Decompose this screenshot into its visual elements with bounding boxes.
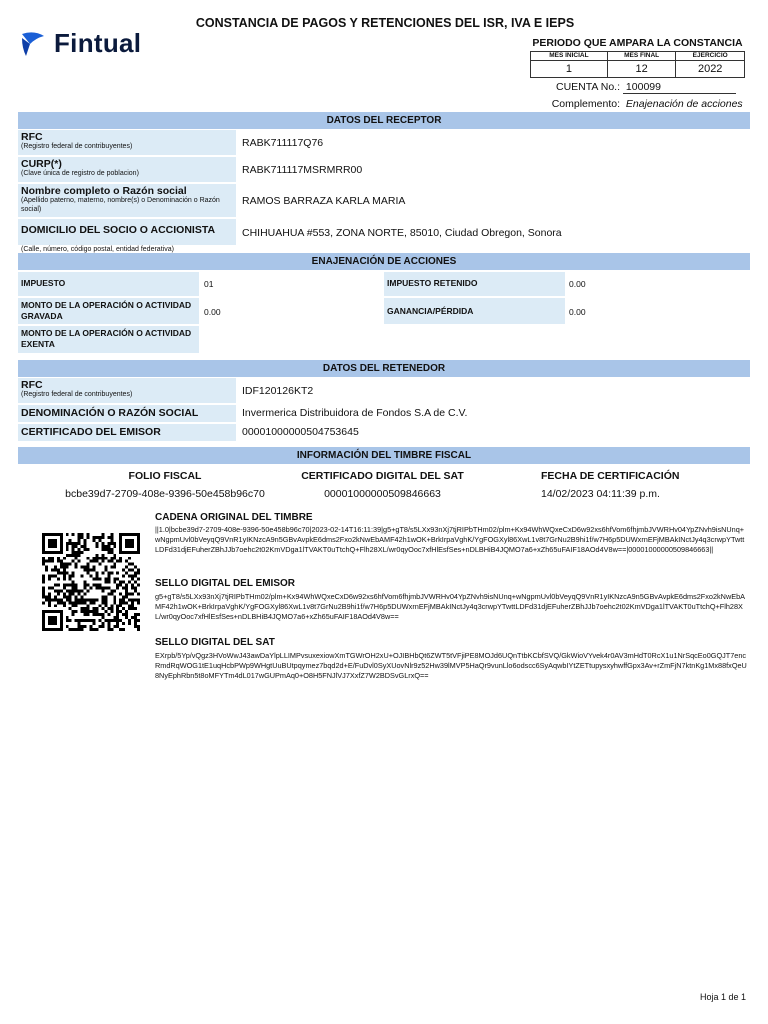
receptor-domicilio-value: CHIHUAHUA #553, ZONA NORTE, 85010, Ciudad Obregon, Sonora — [242, 227, 562, 239]
cert-sat-value: 00001000000509846663 — [324, 488, 441, 500]
receptor-rfc-label: RFC — [21, 131, 43, 143]
retenedor-cert-value: 00001000000504753645 — [242, 426, 359, 438]
receptor-curp-sub: (Clave única de registro de poblacion) — [21, 170, 139, 177]
period-value-mes-inicial: 1 — [531, 61, 608, 78]
retenedor-rfc-label-cell — [18, 378, 236, 403]
period-value-ejercicio: 2022 — [676, 61, 745, 78]
impuesto-value: 01 — [204, 279, 214, 289]
fintual-logo — [20, 28, 141, 59]
document-title: CONSTANCIA DE PAGOS Y RETENCIONES DEL ISR, IVA E IEPS — [195, 16, 575, 30]
retenedor-razon-label: DENOMINACIÓN O RAZÓN SOCIAL — [18, 405, 236, 422]
page-number: Hoja 1 de 1 — [699, 992, 746, 1002]
retenedor-rfc-sub: (Registro federal de contribuyentes) — [21, 391, 133, 398]
receptor-rfc-label-cell — [18, 130, 236, 155]
impuesto-retenido-value: 0.00 — [569, 279, 586, 289]
fintual-logo-icon — [20, 30, 48, 58]
retenedor-rfc-label: RFC — [21, 379, 43, 391]
impuesto-label: IMPUESTO — [18, 272, 199, 296]
cert-sat-label: CERTIFICADO DIGITAL DEL SAT — [301, 470, 464, 482]
complemento-row — [480, 98, 745, 110]
folio-fiscal-label: FOLIO FISCAL — [128, 470, 202, 482]
receptor-domicilio-label: DOMICILIO DEL SOCIO O ACCIONISTA — [21, 224, 216, 236]
receptor-curp-label-cell — [18, 157, 236, 182]
retenedor-razon-value: Invermerica Distribuidora de Fondos S.A de C.V. — [242, 407, 468, 419]
retenedor-cert-label: CERTIFICADO DEL EMISOR — [18, 424, 236, 441]
cuenta-value: 100099 — [623, 81, 736, 94]
period-title: PERIODO QUE AMPARA LA CONSTANCIA — [532, 37, 743, 49]
complemento-label: Complemento: — [551, 98, 620, 110]
period-header-ejercicio: EJERCICIO — [676, 52, 745, 61]
cadena-original-value: ||1.0|bcbe39d7-2709-408e-9396-50e458b96c70|2023-02-14T16:11:39|g5+gT8/s5LXx93nXj7tjRIPbTHm02/plm+Kx94WhWQxeCxD6w92xs6hfVom6fhjmbJVWRHv04YpZNvh9isNUnq+wNgpmUvl0bVeyqQ9VnR1yIKNzcA9n5GBvAvpkE6dms2Fxo2kNwEbAMF42h1wOK+BrkIrpaVghK/YgFOGXyl86XwL1v8t7GrNu2B9hi1f/w7H6p5DUWxrnEFjMBAkINctJy4q3crwpYTwttLDFd31djEFuherZBhJJb7oehc2t02KmVDga1lTVAKT0uTtchQ+Flh28XL/wr0qyOoc7xfHlEsfSes+nDLBHiB4JQMO7a6+xZh65uFAIF18AOd4V8w==|00001000000509846663|| — [155, 525, 745, 554]
receptor-rfc-sub: (Registro federal de contribuyentes) — [21, 143, 133, 150]
folio-fiscal-value: bcbe39d7-2709-408e-9396-50e458b96c70 — [65, 488, 265, 500]
monto-gravada-label: MONTO DE LA OPERACIÓN O ACTIVIDAD GRAVADA — [18, 298, 199, 324]
receptor-section-header: DATOS DEL RECEPTOR — [18, 112, 750, 129]
impuesto-retenido-label: IMPUESTO RETENIDO — [384, 272, 565, 296]
period-header-mes-inicial: MES INICIAL — [531, 52, 608, 61]
brand-name: Fintual — [54, 28, 142, 58]
receptor-nombre-value: RAMOS BARRAZA KARLA MARIA — [242, 195, 406, 207]
receptor-nombre-sub: (Apellido paterno, materno, nombre(s) o Denominación o Razón social) — [21, 197, 220, 213]
fecha-cert-label: FECHA DE CERTIFICACIÓN — [541, 470, 680, 482]
cuenta-label: CUENTA No.: — [556, 81, 620, 93]
retenedor-section-header: DATOS DEL RETENEDOR — [18, 360, 750, 377]
cuenta-row — [530, 81, 745, 94]
receptor-curp-label: CURP(*) — [21, 158, 62, 170]
fecha-cert-value: 14/02/2023 04:11:39 p.m. — [541, 488, 660, 500]
timbre-section-header: INFORMACIÓN DEL TIMBRE FISCAL — [18, 447, 750, 464]
receptor-domicilio-label-cell — [18, 219, 236, 253]
receptor-nombre-label-cell — [18, 184, 236, 217]
sello-emisor-label: SELLO DIGITAL DEL EMISOR — [155, 578, 296, 589]
receptor-rfc-value: RABK711117Q76 — [242, 137, 324, 149]
complemento-value: Enajenación de acciones — [625, 98, 743, 110]
sello-sat-label: SELLO DIGITAL DEL SAT — [155, 637, 275, 648]
receptor-domicilio-sub: (Calle, número, código postal, entidad federativa) — [21, 246, 174, 253]
period-value-mes-final: 12 — [607, 61, 676, 78]
period-header-mes-final: MES FINAL — [607, 52, 676, 61]
period-table — [530, 51, 745, 78]
receptor-curp-value: RABK711117MSRMRR00 — [242, 164, 363, 176]
cadena-original-label: CADENA ORIGINAL DEL TIMBRE — [155, 512, 313, 523]
ganancia-label: GANANCIA/PÉRDIDA — [384, 298, 565, 324]
retenedor-rfc-value: IDF120126KT2 — [242, 385, 314, 397]
sello-sat-value: EXrpb/5Yp/vQgz3HVoWwJ43awDaYlpLLIMPvsuxexiowXmTGWrOH2xU+OJIBHbQt6ZWT5tVFjiPE8MOJd6UQnTtbKCbfSVQ/GkWioVYvek4r0AV3mHdT0RcX1u1NrSqcEo0GQJT7encRmdRqWOG1tE1uqHcbPWp9WHgtUuBUtpqymez7bqd2d+E/FuDvl0SyXUovNlr9z52Hw39lMVP5HaQr9vunLlo6odscc6SyAqwbIYtZETtupysxyhwffGpx3Av+rZmFjN7ktnKg1Mx88fxQeU8NyEphRbn5t8oMFYTm4dL017wGUPmAq0+O8H5FNJlVJ7XxfZ7W2BDSvGLrxQ== — [155, 651, 747, 680]
sello-emisor-value: g5+gT8/s5LXx93nXj7tjRIPbTHm02/plm+Kx94WhWQxeCxD6w92xs6hfVom6fhjmbJVWRHv04YpZNvh9isNUnq+wNgpmUvl0bVeyqQ9VnR1yIKNzcA9n5GBvAvpkE6dms2Fxo2kNwEbAMF42h1wOK+BrkIrpaVghK/YgFOGXyl86XwL1v8t7GrNu2B9hi1f/w7H6p5DUWxrnEFjMBAkINctJy4q3crwpYTwttLDFd31djEFuherZBhJJb7oehc2t02KmVDga1lTVAKT0uTtchQ+Flh28XL/wr0qyOoc7xfHlEsfSes+nDLBHiB4JQMO7a6+xZh65uFAIF18AOd4V8w== — [155, 592, 746, 621]
qr-code-image — [42, 533, 140, 631]
qr-code — [42, 533, 140, 631]
monto-gravada-value: 0.00 — [204, 307, 221, 317]
ganancia-value: 0.00 — [569, 307, 586, 317]
receptor-nombre-label: Nombre completo o Razón social — [21, 185, 187, 197]
enajenacion-section-header: ENAJENACIÓN DE ACCIONES — [18, 253, 750, 270]
monto-exenta-label: MONTO DE LA OPERACIÓN O ACTIVIDAD EXENTA — [18, 326, 199, 353]
